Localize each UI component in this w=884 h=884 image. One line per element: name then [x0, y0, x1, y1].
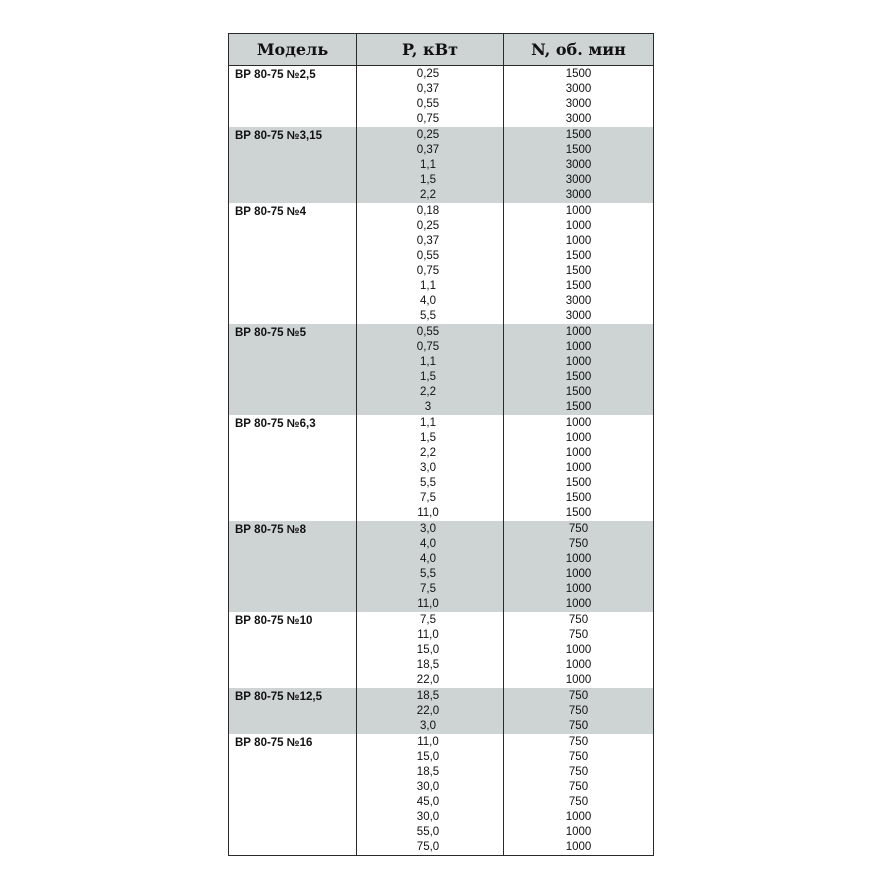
power-value: 0,25 — [416, 220, 440, 232]
power-value: 2,2 — [420, 386, 436, 398]
power-column — [357, 688, 504, 734]
power-value: 3,0 — [420, 523, 436, 535]
model-group — [229, 66, 653, 127]
speed-value: 750 — [568, 614, 589, 626]
power-value: 1,1 — [420, 280, 436, 292]
power-value: 0,55 — [416, 98, 440, 110]
speed-value: 1000 — [565, 674, 592, 686]
power-value: 0,55 — [416, 326, 440, 338]
speed-value: 3000 — [565, 83, 592, 95]
power-value: 1,1 — [420, 417, 436, 429]
model-name: ВР 80-75 №12,5 — [229, 688, 357, 734]
speed-value: 1000 — [565, 553, 592, 565]
speed-value: 1000 — [565, 235, 592, 247]
speed-value: 750 — [568, 523, 589, 535]
speed-value: 750 — [568, 736, 589, 748]
speed-column — [504, 612, 653, 688]
speed-value: 1500 — [565, 477, 592, 489]
speed-value: 1000 — [565, 356, 592, 368]
speed-value: 1500 — [565, 280, 592, 292]
power-value: 30,0 — [416, 781, 440, 793]
power-value: 15,0 — [416, 644, 440, 656]
model-group — [229, 688, 653, 734]
header-power: P, кВт — [357, 34, 504, 65]
model-name: ВР 80-75 №6,3 — [229, 415, 357, 521]
power-value: 7,5 — [420, 492, 436, 504]
header-speed: N, об. мин — [531, 40, 626, 59]
speed-value: 3000 — [565, 189, 592, 201]
speed-column — [504, 127, 653, 203]
power-value: 2,2 — [420, 189, 436, 201]
model-group — [229, 521, 653, 612]
speed-column — [504, 521, 653, 612]
speed-value: 1000 — [565, 341, 592, 353]
speed-value: 1000 — [565, 841, 592, 853]
power-value: 11,0 — [417, 736, 439, 748]
power-value: 11,0 — [417, 598, 439, 610]
power-value: 3,0 — [420, 462, 436, 474]
speed-column — [504, 66, 653, 127]
speed-value: 750 — [568, 766, 589, 778]
power-value: 5,5 — [420, 310, 436, 322]
power-value: 2,2 — [420, 447, 436, 459]
speed-value: 1000 — [565, 205, 592, 217]
table-header — [229, 34, 653, 66]
speed-value: 1500 — [565, 371, 592, 383]
model-group — [229, 127, 653, 203]
power-value: 1,1 — [420, 159, 436, 171]
speed-value: 1500 — [565, 401, 592, 413]
power-value: 1,1 — [420, 356, 436, 368]
power-value: 22,0 — [416, 705, 440, 717]
power-value: 0,75 — [416, 341, 440, 353]
power-value: 45,0 — [416, 796, 440, 808]
power-value: 4,0 — [420, 553, 436, 565]
speed-value: 3000 — [565, 310, 592, 322]
speed-value: 1000 — [565, 417, 592, 429]
model-name: ВР 80-75 №5 — [229, 324, 357, 415]
speed-value: 1500 — [565, 250, 592, 262]
power-value: 11,0 — [417, 629, 439, 641]
speed-value: 3000 — [565, 295, 592, 307]
speed-value: 1000 — [565, 447, 592, 459]
speed-column — [504, 415, 653, 521]
power-value: 4,0 — [420, 295, 436, 307]
speed-value: 3000 — [565, 174, 592, 186]
power-value: 0,55 — [416, 250, 440, 262]
model-name: ВР 80-75 №3,15 — [229, 127, 357, 203]
model-group — [229, 324, 653, 415]
speed-value: 3000 — [565, 159, 592, 171]
power-value: 4,0 — [420, 538, 436, 550]
power-column — [357, 734, 504, 855]
header-model: Модель — [229, 34, 357, 65]
model-group — [229, 203, 653, 324]
speed-value: 1000 — [565, 220, 592, 232]
power-value: 11,0 — [417, 507, 439, 519]
power-value: 18,5 — [416, 659, 440, 671]
speed-value: 1500 — [565, 386, 592, 398]
power-value: 22,0 — [416, 674, 440, 686]
speed-value: 1000 — [565, 326, 592, 338]
power-value: 15,0 — [416, 751, 440, 763]
power-value: 0,75 — [416, 113, 440, 125]
speed-value: 1000 — [565, 659, 592, 671]
model-name: ВР 80-75 №4 — [229, 203, 357, 324]
model-name: ВР 80-75 №10 — [229, 612, 357, 688]
power-value: 7,5 — [420, 614, 436, 626]
power-value: 3 — [424, 401, 432, 413]
speed-value: 3000 — [565, 98, 592, 110]
power-value: 1,5 — [420, 432, 436, 444]
power-column — [357, 521, 504, 612]
power-value: 3,0 — [420, 720, 436, 732]
speed-value: 3000 — [565, 113, 592, 125]
speed-value: 1000 — [565, 432, 592, 444]
power-column — [357, 324, 504, 415]
speed-value: 1500 — [565, 129, 592, 141]
speed-column — [504, 203, 653, 324]
model-group — [229, 612, 653, 688]
model-name: ВР 80-75 №8 — [229, 521, 357, 612]
speed-value: 1000 — [565, 811, 592, 823]
power-value: 5,5 — [420, 477, 436, 489]
speed-column — [504, 324, 653, 415]
speed-value: 1000 — [565, 598, 592, 610]
power-value: 1,5 — [420, 371, 436, 383]
power-column — [357, 66, 504, 127]
speed-value: 750 — [568, 538, 589, 550]
model-group — [229, 734, 653, 855]
power-column — [357, 612, 504, 688]
power-value: 0,18 — [416, 205, 440, 217]
power-value: 0,37 — [416, 83, 440, 95]
speed-value: 1500 — [565, 492, 592, 504]
speed-value: 750 — [568, 751, 589, 763]
power-value: 0,37 — [416, 235, 440, 247]
speed-value: 750 — [568, 690, 589, 702]
power-value: 0,37 — [416, 144, 440, 156]
speed-value: 750 — [568, 781, 589, 793]
speed-value: 1500 — [565, 144, 592, 156]
power-column — [357, 415, 504, 521]
speed-value: 1500 — [565, 265, 592, 277]
power-value: 18,5 — [416, 766, 440, 778]
speed-column — [504, 688, 653, 734]
power-value: 5,5 — [420, 568, 436, 580]
speed-value: 750 — [568, 629, 589, 641]
speed-value: 750 — [568, 720, 589, 732]
power-value: 18,5 — [416, 690, 440, 702]
power-value: 7,5 — [420, 583, 436, 595]
power-value: 1,5 — [420, 174, 436, 186]
power-column — [357, 203, 504, 324]
speed-value: 1500 — [565, 507, 592, 519]
power-value: 75,0 — [416, 841, 440, 853]
table-body — [229, 66, 653, 855]
model-group — [229, 415, 653, 521]
speed-value: 750 — [568, 796, 589, 808]
speed-value: 1500 — [565, 68, 592, 80]
power-value: 30,0 — [416, 811, 440, 823]
power-value: 55,0 — [416, 826, 440, 838]
speed-value: 1000 — [565, 568, 592, 580]
power-column — [357, 127, 504, 203]
speed-value: 1000 — [565, 644, 592, 656]
speed-value: 1000 — [565, 583, 592, 595]
specification-table — [228, 33, 654, 856]
speed-value: 750 — [568, 705, 589, 717]
power-value: 0,25 — [416, 129, 440, 141]
power-value: 0,75 — [416, 265, 440, 277]
speed-value: 1000 — [565, 826, 592, 838]
power-value: 0,25 — [416, 68, 440, 80]
speed-value: 1000 — [565, 462, 592, 474]
model-name: ВР 80-75 №2,5 — [229, 66, 357, 127]
speed-column — [504, 734, 653, 855]
model-name: ВР 80-75 №16 — [229, 734, 357, 855]
